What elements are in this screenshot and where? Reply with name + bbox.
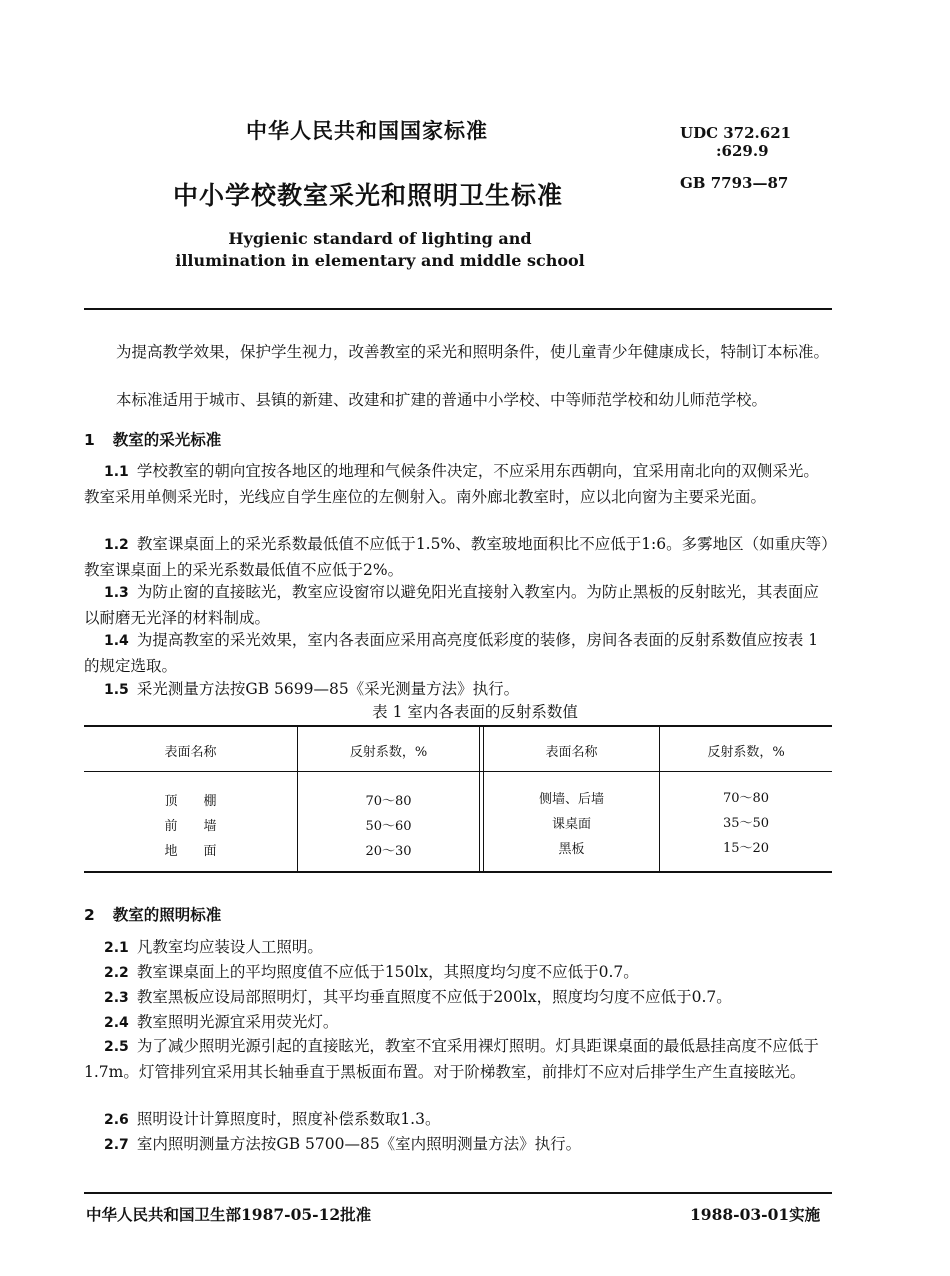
section-1-heading bbox=[84, 428, 221, 450]
table-cell: 地 面 bbox=[164, 844, 217, 859]
table-left-values bbox=[298, 789, 479, 864]
table-cell: 70～80 bbox=[722, 791, 770, 806]
clause-2-5 bbox=[84, 1034, 832, 1085]
clause-2-5-text: 为了减少照明光源引起的直接眩光，教室不宜采用裸灯照明。灯具距课桌面的最低悬挂高度不应低于1.7m。灯管排列宜采用其长轴垂直于黑板面布置。对于阶梯教室，前排灯不应对后排学生产生直接眩光。 bbox=[84, 1037, 819, 1081]
clause-2-5-number: 2.5 bbox=[104, 1039, 129, 1055]
issuer-title: 中华人民共和国国家标准 bbox=[246, 118, 488, 143]
table-cell: 15～20 bbox=[722, 841, 770, 856]
table-left-names bbox=[84, 789, 297, 864]
footer-divider bbox=[84, 1192, 832, 1194]
effective-date: 1988-03-01实施 bbox=[690, 1205, 821, 1224]
table-right-names bbox=[484, 787, 659, 862]
clause-2-2 bbox=[84, 960, 832, 986]
table-cell: 50～60 bbox=[365, 819, 412, 834]
clause-2-3 bbox=[84, 985, 832, 1011]
clause-1-3-text: 为防止窗的直接眩光，教室应设窗帘以避免阳光直接射入教室内。为防止黑板的反射眩光，其表面应以耐磨无光泽的材料制成。 bbox=[84, 583, 819, 627]
clause-1-2-text: 教室课桌面上的采光系数最低值不应低于1.5%、教室玻地面积比不应低于1:6。多雾地区（如重庆等）教室课桌面上的采光系数最低值不应低于2%。 bbox=[84, 535, 829, 579]
clause-2-2-text: 教室课桌面上的平均照度值不应低于150lx，其照度均匀度不应低于0.7。 bbox=[136, 963, 639, 981]
table-bottom-rule bbox=[84, 871, 832, 873]
gb-number: GB 7793—87 bbox=[680, 174, 789, 192]
table-cell: 侧墙、后墙 bbox=[538, 792, 604, 807]
approval-line: 中华人民共和国卫生部1987-05-12批准 bbox=[86, 1205, 372, 1224]
table-cell: 课桌面 bbox=[551, 817, 591, 832]
clause-2-6 bbox=[84, 1107, 832, 1133]
udc-code bbox=[680, 124, 791, 160]
clause-2-7-text: 室内照明测量方法按GB 5700—85《室内照明测量方法》执行。 bbox=[136, 1135, 582, 1153]
table-header-surface-right: 表面名称 bbox=[545, 745, 598, 760]
clause-1-4-text: 为提高教室的采光效果，室内各表面应采用高亮度低彩度的装修，房间各表面的反射系数值应按表 1 的规定选取。 bbox=[84, 631, 819, 675]
table-header-surface-left: 表面名称 bbox=[164, 745, 217, 760]
section-1-title: 教室的采光标准 bbox=[112, 430, 222, 449]
clause-1-1-text: 学校教室的朝向宜按各地区的地理和气候条件决定，不应采用东西朝向，宜采用南北向的双侧采光。教室采用单侧采光时，光线应自学生座位的左侧射入。南外廊北教室时，应以北向窗为主要采光面。 bbox=[84, 462, 819, 506]
clause-1-3 bbox=[84, 580, 832, 631]
english-title bbox=[0, 228, 760, 272]
english-title-line-2: illumination in elementary and middle school bbox=[175, 251, 585, 270]
section-2-heading bbox=[84, 903, 221, 925]
table-header-rule bbox=[84, 771, 832, 772]
section-1-number: 1 bbox=[84, 431, 95, 449]
clause-2-7-number: 2.7 bbox=[104, 1137, 129, 1153]
table-cell: 35～50 bbox=[722, 816, 770, 831]
table-right-values bbox=[660, 786, 832, 861]
section-2-number: 2 bbox=[84, 906, 95, 924]
table-cell: 70～80 bbox=[365, 794, 412, 809]
clause-1-1 bbox=[84, 459, 832, 510]
table-cell: 黑板 bbox=[558, 842, 585, 857]
clause-1-5-text: 采光测量方法按GB 5699—85《采光测量方法》执行。 bbox=[136, 680, 520, 698]
clause-1-2-number: 1.2 bbox=[104, 537, 129, 553]
section-2-title: 教室的照明标准 bbox=[112, 905, 222, 924]
clause-2-6-number: 2.6 bbox=[104, 1112, 129, 1128]
table-cell: 顶 棚 bbox=[164, 794, 217, 809]
clause-1-1-number: 1.1 bbox=[104, 464, 129, 480]
clause-2-1-number: 2.1 bbox=[104, 940, 129, 956]
clause-1-5-number: 1.5 bbox=[104, 682, 129, 698]
table-cell: 前 墙 bbox=[164, 819, 217, 834]
table-1-caption: 表 1 室内各表面的反射系数值 bbox=[372, 703, 578, 721]
table-top-rule bbox=[84, 725, 832, 727]
clause-1-4 bbox=[84, 628, 832, 679]
clause-1-3-number: 1.3 bbox=[104, 585, 129, 601]
intro-paragraph-2: 本标准适用于城市、县镇的新建、改建和扩建的普通中小学校、中等师范学校和幼儿师范学校。 bbox=[116, 391, 768, 409]
clause-2-3-number: 2.3 bbox=[104, 990, 129, 1006]
header-divider bbox=[84, 308, 832, 310]
clause-2-4-text: 教室照明光源宜采用荧光灯。 bbox=[136, 1013, 339, 1031]
clause-2-7 bbox=[84, 1132, 832, 1158]
table-header-coef-left: 反射系数，% bbox=[349, 745, 428, 760]
udc-line-1: UDC 372.621 bbox=[680, 124, 792, 142]
table-header-coef-right: 反射系数，% bbox=[707, 745, 785, 760]
clause-1-2 bbox=[84, 532, 832, 583]
clause-2-4-number: 2.4 bbox=[104, 1015, 129, 1031]
clause-2-1-text: 凡教室均应装设人工照明。 bbox=[136, 938, 323, 956]
clause-2-4 bbox=[84, 1010, 832, 1036]
clause-1-4-number: 1.4 bbox=[104, 633, 129, 649]
clause-2-3-text: 教室黑板应设局部照明灯，其平均垂直照度不应低于200lx，照度均匀度不应低于0.7。 bbox=[136, 988, 732, 1006]
table-divider-2a bbox=[479, 726, 480, 871]
udc-line-2: :629.9 bbox=[716, 142, 769, 160]
clause-2-1 bbox=[84, 935, 832, 961]
clause-2-2-number: 2.2 bbox=[104, 965, 129, 981]
intro-paragraph-1: 为提高教学效果，保护学生视力，改善教室的采光和照明条件，使儿童青少年健康成长，特制订本标准。 bbox=[116, 343, 830, 361]
english-title-line-1: Hygienic standard of lighting and bbox=[228, 229, 532, 248]
table-cell: 20～30 bbox=[365, 844, 412, 859]
clause-2-6-text: 照明设计计算照度时，照度补偿系数取1.3。 bbox=[136, 1110, 441, 1128]
document-title: 中小学校教室采光和照明卫生标准 bbox=[173, 181, 564, 210]
